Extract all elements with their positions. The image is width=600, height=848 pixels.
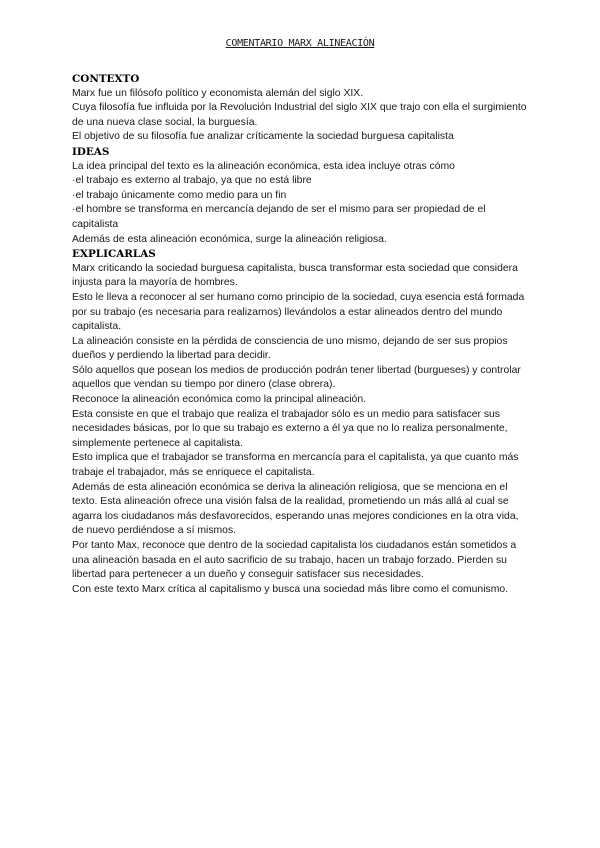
paragraph: Marx fue un filósofo político y economista alemán del siglo XIX. bbox=[72, 87, 364, 99]
section-heading: EXPLICARLAS bbox=[72, 248, 156, 261]
paragraph: La alineación consiste en la pérdida de consciencia de uno mismo, dejando de ser sus propios dueños y perdiendo la libertad para decidir. bbox=[72, 335, 508, 362]
paragraph: Sólo aquellos que posean los medios de producción podrán tener libertad (burgueses) y controlar aquellos que vendan su tiempo por dinero (clase obrera). bbox=[72, 364, 521, 391]
paragraph: Cuya filosofía fue influida por la Revolución Industrial del siglo XIX que trajo con ella el surgimiento de una nueva clase social, la burguesía. bbox=[72, 102, 527, 128]
section-heading: CONTEXTO bbox=[72, 73, 140, 85]
paragraph: Por tanto Max, reconoce que dentro de la sociedad capitalista los ciudadanos están sometidos a una alineación basada en el auto sacrificio de su trabajo, hacen un trabajo forzado. Pierden su libertad para pertenecer a un dueño y conseguir satisfacer sus necesidades. bbox=[72, 540, 517, 581]
section-heading: IDEAS bbox=[72, 145, 110, 158]
bullet-item: ·el trabajo es externo al trabajo, ya que no está libre bbox=[72, 175, 312, 187]
document-body bbox=[72, 72, 532, 597]
paragraph: Reconoce la alineación económica como la principal alineación. bbox=[72, 394, 366, 406]
section-ideas bbox=[72, 145, 532, 247]
paragraph: Esto le lleva a reconocer al ser humano como principio de la sociedad, cuya esencia está formada por su trabajo (es necesaria para realizarnos) llevándolos a estar alineados dentro del mundo capitalista. bbox=[72, 291, 525, 333]
section-contexto bbox=[72, 72, 532, 145]
bullet-item: ·el hombre se transforma en mercancía dejando de ser el mismo para ser propiedad de el capitalista bbox=[72, 204, 486, 230]
paragraph: Esta consiste en que el trabajo que realiza el trabajador sólo es un medio para satisfacer sus necesidades básicas, por lo que su trabajo es externo a él ya que no lo realiza personalmente, simplemente pertenece al capitalista. bbox=[72, 408, 508, 449]
bullet-item: ·el trabajo únicamente como medio para un fin bbox=[72, 189, 287, 201]
paragraph: Con este texto Marx crítica al capitalismo y busca una sociedad más libre como el comunismo. bbox=[72, 583, 509, 595]
paragraph: Marx criticando la sociedad burguesa capitalista, busca transformar esta sociedad que considera injusta para la mayoría de hombres. bbox=[72, 262, 518, 289]
paragraph: El objetivo de su filosofía fue analizar críticamente la sociedad burguesa capitalista bbox=[72, 131, 454, 143]
section-explicarlas bbox=[72, 247, 532, 597]
paragraph: Además de esta alineación económica, surge la alineación religiosa. bbox=[72, 233, 387, 245]
document-title: COMENTARIO MARX ALINEACIÓN bbox=[225, 38, 375, 49]
paragraph: La idea principal del texto es la alineación económica, esta idea incluye otras cómo bbox=[72, 160, 455, 172]
paragraph: Además de esta alineación económica se deriva la alineación religiosa, que se menciona en el texto. Esta alineación ofrece una visión falsa de la realidad, prometiendo un más allá al cual se agarra los ciudadanos más desfavorecidos, esperando unas mejores condiciones en la otra vida, de nuevo perdiéndose a sí mismos. bbox=[72, 481, 519, 537]
paragraph: Esto implica que el trabajador se transforma en mercancía para el capitalista, ya que cuanto más trabaje el trabajador, más se enriquece el capitalista. bbox=[72, 452, 519, 479]
